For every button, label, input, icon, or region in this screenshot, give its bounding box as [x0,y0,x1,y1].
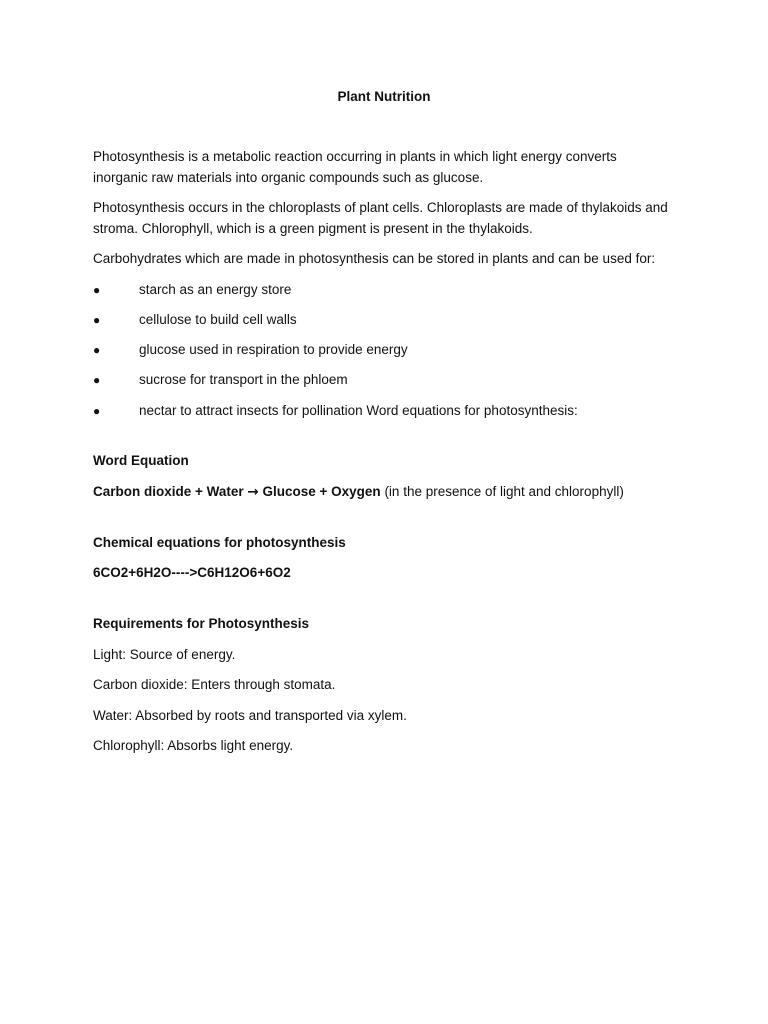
requirement-light: Light: Source of energy. [93,646,236,662]
equation-condition: (in the presence of light and chlorophyll) [384,483,624,499]
list-item [93,310,668,331]
requirement-water: Water: Absorbed by roots and transported via xylem. [93,707,407,723]
list-item-text: starch as an energy store [139,281,292,297]
bullet-icon: ● [93,282,101,297]
chemical-equation: 6CO2+6H2O---->C6H12O6+6O2 [93,565,291,581]
paragraph-chloroplasts: Photosynthesis occurs in the chloroplasts of plant cells. Chloroplasts are made of thylakoids and stroma. Chlorophyll, which is a green pigment is present in the thylakoids. [93,200,668,236]
word-equation [93,482,668,503]
list-item-text: sucrose for transport in the phloem [139,372,348,388]
paragraph-definition: Photosynthesis is a metabolic reaction occurring in plants in which light energy converts inorganic raw materials into organic compounds such as glucose. [93,149,617,185]
page-title: Plant Nutrition [337,89,431,104]
paragraph-carbohydrates: Carbohydrates which are made in photosynthesis can be stored in plants and can be used for: [93,251,656,266]
bullet-icon: ● [93,403,101,418]
requirements-heading: Requirements for Photosynthesis [93,616,310,632]
list-item [93,340,668,361]
chemical-equation-heading: Chemical equations for photosynthesis [93,534,346,550]
equation-reactants: Carbon dioxide + Water [93,483,244,499]
list-item [93,370,668,391]
bullet-icon: ● [93,312,101,327]
list-item-text: glucose used in respiration to provide energy [139,342,408,358]
equation-products: Glucose + Oxygen [262,483,381,499]
list-item-text: nectar to attract insects for pollination Word equations for photosynthesis: [139,402,578,418]
word-equation-heading: Word Equation [93,453,189,469]
list-item [93,401,668,422]
document-body [93,147,668,767]
carbohydrate-uses-list [93,280,668,422]
list-item-text: cellulose to build cell walls [139,311,297,327]
bullet-icon: ● [93,343,101,358]
bullet-icon: ● [93,373,101,388]
requirement-chlorophyll: Chlorophyll: Absorbs light energy. [93,738,294,754]
requirement-carbon-dioxide: Carbon dioxide: Enters through stomata. [93,677,336,693]
list-item [93,280,668,301]
arrow-right-icon: → [247,483,259,500]
